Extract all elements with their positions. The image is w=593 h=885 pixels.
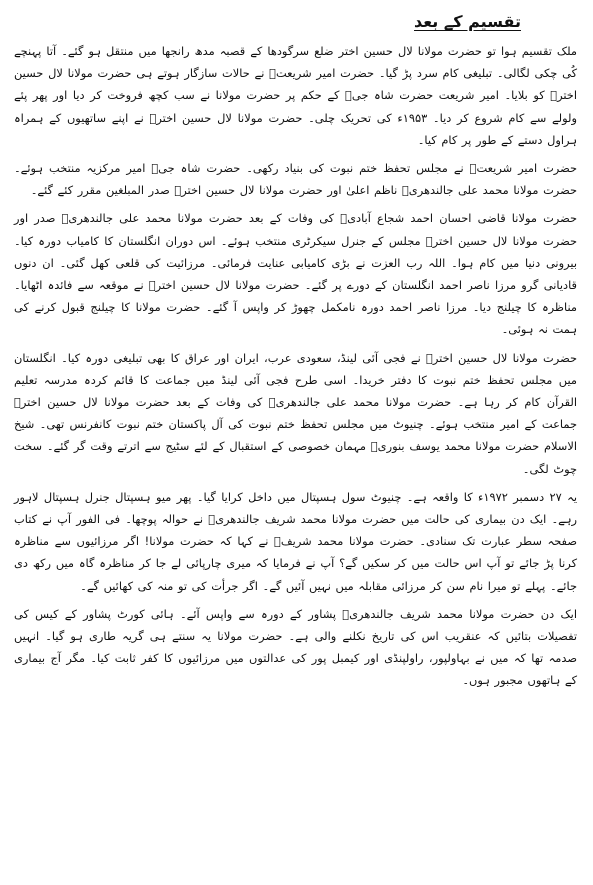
section-title: تقسیم کے بعد xyxy=(414,12,521,31)
paragraph-6: ایک دن حضرت مولانا محمد شریف جالندھریؒ پشاور کے دورہ سے واپس آئے۔ ہائی کورٹ پشاور کے کیس کی تفصیلات بتائیں کہ عنقریب اس کی تاریخ نکلنے والی ہے۔ حضرت مولانا یہ سنتے ہی گریہ طاری ہو گیا۔ انہیں صدمہ تھا کہ میں نے بہاولپور، راولپنڈی اور کیمبل پور کی عدالتوں میں مرزائیوں کا کفر ثابت کیا۔ مگر آج بیماری کے ہاتھوں مجبور ہوں۔ xyxy=(14,606,577,688)
paragraph-5: یہ ۲۷ دسمبر ۱۹۷۲ء کا واقعہ ہے۔ چنیوٹ سول ہسپتال میں داخل کرایا گیا۔ پھر میو ہسپتال جنرل ہسپتال لاہور رہے۔ ایک دن بیماری کی حالت میں حضرت مولانا محمد شریف جالندھریؒ نے حوالہ پوچھا۔ فی الفور آپ نے کتاب صفحہ سطر عبارت تک سنادی۔ حضرت مولانا محمد شریفؒ نے کہا کہ حضرت مولانا! اگر مرزائیوں سے مناظرہ کرنا پڑ جائے تو آپ اس حالت میں کر سکیں گے؟ آپ نے فرمایا کہ میری چارپائی لے جا کر مناظرہ گاہ میں رکھ دی جائے۔ پہلے تو میرا نام سن کر مرزائی مقابلہ میں نہیں آئیں گے۔ اگر جرأت کی تو منہ کی کھائیں گے۔ xyxy=(14,489,578,593)
paragraph-3: حضرت مولانا قاضی احسان احمد شجاع آبادیؒ کی وفات کے بعد حضرت مولانا محمد علی جالندھریؒ صدر اور حضرت مولانا لال حسین اخترؒ مجلس کے جنرل سیکرٹری منتخب ہوئے۔ اس دوران انگلستان کا کامیاب دورہ کیا۔ بیرونی دنیا میں کام ہوا۔ اللہ رب العزت نے بڑی کامیابی عنایت فرمائی۔ مرزائیت کی قلعی کھل گئی۔ ان دنوں قادیانی گرو مرزا ناصر احمد انگلستان کے دورے پر گئے۔ حضرت مولانا لال حسین اخترؒ نے موقعہ سے فائدہ اٹھایا۔ مناظرہ کا چیلنج دیا۔ مرزا ناصر احمد دورہ نامکمل چھوڑ کر واپس آ گئے۔ حضرت مولانا کا چیلنج قبول کرنے کی ہمت نہ ہوئی۔ xyxy=(14,211,577,337)
paragraph-1: ملک تقسیم ہوا تو حضرت مولانا لال حسین اختر ضلع سرگودھا کے قصبہ مدھ رانجھا میں منتقل ہو گئے۔ آتا پہنچے کُی چکی لگالی۔ تبلیغی کام سرد پڑ گیا۔ حضرت امیر شریعتؒ نے حالات سازگار ہوتے ہی حضرت مولانا لال حسین اخترؒ کو بلایا۔ امیر شریعت حضرت شاہ جیؒ کے حکم پر حضرت مولانا نے سب کچھ فروخت کر دیا اور پھر پئے ولولے سے کام شروع کر دیا۔ ۱۹۵۳ء کی تحریک چلی۔ حضرت مولانا لال حسین اخترؒ نے اپنے ساتھیوں کے ہمراہ ہراول دستے کے طور پر کام کیا۔ xyxy=(14,44,577,147)
paragraph-4: حضرت مولانا لال حسین اخترؒ نے فجی آئی لینڈ، سعودی عرب، ایران اور عراق کا بھی تبلیغی دورہ کیا۔ انگلستان میں مجلس تحفظ ختم نبوت کا دفتر خریدا۔ اسی طرح فجی آئی لینڈ میں جماعت کا قائم کردہ مدرسہ تعلیم القرآن کام کر رہا ہے۔ حضرت مولانا محمد علی جالندھریؒ کی وفات کے بعد حضرت مولانا لال حسین اخترؒ جماعت کے امیر منتخب ہوئے۔ چنیوٹ میں مجلس تحفظ ختم نبوت کی آل پاکستان ختم نبوت کانفرنس تھی۔ شیخ الاسلام حضرت مولانا محمد یوسف بنوریؒ مہمان خصوصی کے استقبال کے لئے سٹیج سے اترتے وقت گر گئے۔ سخت چوٹ لگی۔ xyxy=(14,350,577,476)
paragraph-2: حضرت امیر شریعتؒ نے مجلس تحفظ ختم نبوت کی بنیاد رکھی۔ حضرت شاہ جیؒ امیر مرکزیہ منتخب ہوئے۔ حضرت مولانا محمد علی جالندھریؒ ناظم اعلیٰ اور حضرت مولانا لال حسین اخترؒ صدر المبلغین مقرر کئے گئے۔ xyxy=(14,161,577,198)
